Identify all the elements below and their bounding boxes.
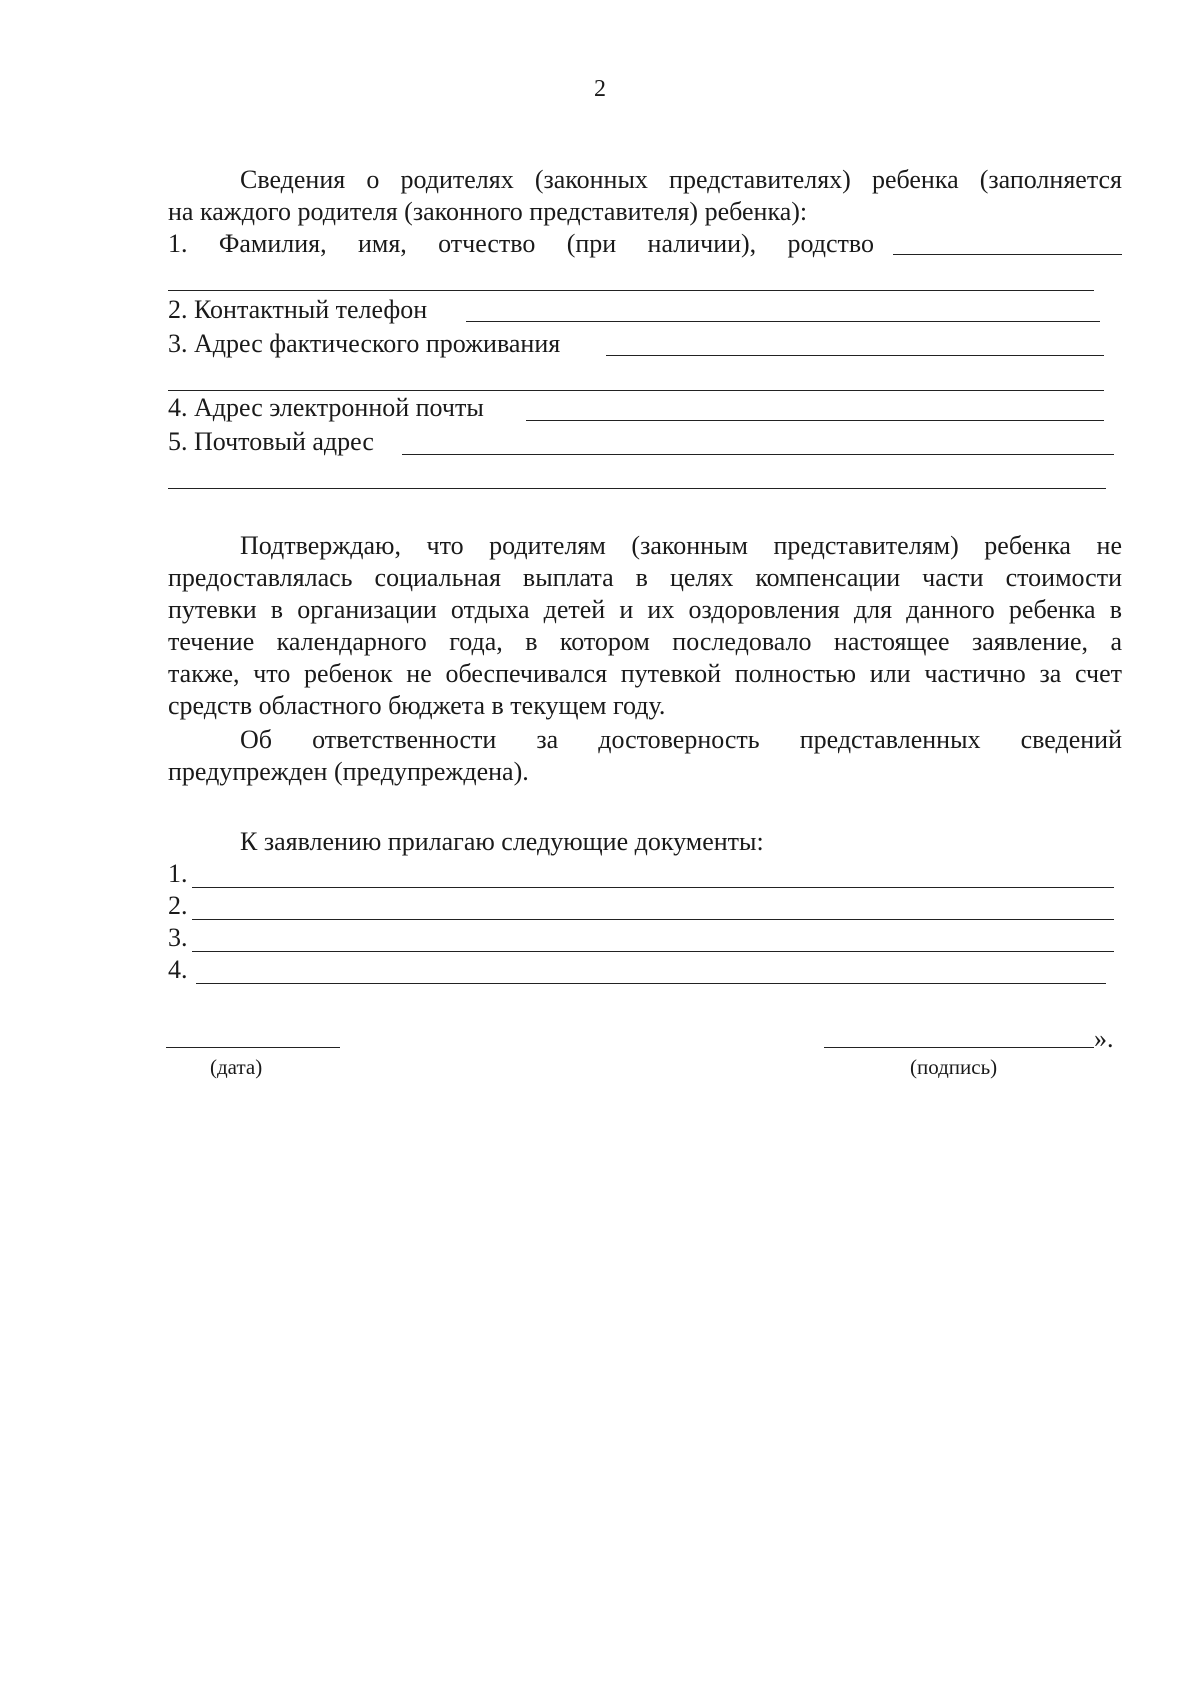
postal-address-input[interactable] <box>402 454 1114 455</box>
field-label-actual-address: 3. Адрес фактического проживания <box>168 329 561 358</box>
parents-intro-line-2: на каждого родителя (законного представителя) ребенка): <box>168 197 808 226</box>
confirmation-line-2: предоставлялась социальная выплата в целях компенсации части стоимости <box>168 563 1122 592</box>
attachment-input-2[interactable] <box>192 919 1114 920</box>
page-number: 2 <box>594 76 606 102</box>
signature-input[interactable] <box>824 1047 1094 1048</box>
field-label-email: 4. Адрес электронной почты <box>168 393 484 422</box>
confirmation-line-1: Подтверждаю, что родителям (законным представителям) ребенка не <box>240 531 1122 560</box>
postal-address-input-continued[interactable] <box>168 488 1106 489</box>
date-input[interactable] <box>166 1047 340 1048</box>
signature-caption: (подпись) <box>910 1055 998 1079</box>
field-label-phone: 2. Контактный телефон <box>168 295 428 324</box>
attachment-number-2: 2. <box>168 891 188 920</box>
attachment-input-4[interactable] <box>196 983 1106 984</box>
parents-intro-line-1: Сведения о родителях (законных представителях) ребенка (заполняется <box>240 165 1122 194</box>
full-name-input-continued[interactable] <box>168 290 1094 291</box>
attachment-input-1[interactable] <box>192 887 1114 888</box>
date-caption: (дата) <box>210 1055 263 1079</box>
responsibility-line-1: Об ответственности за достоверность представленных сведений <box>240 725 1122 754</box>
confirmation-line-4: течение календарного года, в котором последовало настоящее заявление, а <box>168 627 1122 656</box>
full-name-input[interactable] <box>893 254 1122 255</box>
attachment-number-3: 3. <box>168 923 188 952</box>
confirmation-line-5: также, что ребенок не обеспечивался путевкой полностью или частично за счет <box>168 659 1122 688</box>
actual-address-input[interactable] <box>606 355 1104 356</box>
attachments-heading: К заявлению прилагаю следующие документы: <box>240 827 764 856</box>
confirmation-line-3: путевки в организации отдыха детей и их оздоровления для данного ребенка в <box>168 595 1122 624</box>
actual-address-input-continued[interactable] <box>168 390 1104 391</box>
email-input[interactable] <box>526 420 1104 421</box>
confirmation-line-6: средств областного бюджета в текущем году. <box>168 691 666 720</box>
attachment-input-3[interactable] <box>192 951 1114 952</box>
attachment-number-4: 4. <box>168 955 188 984</box>
closing-quote-mark: ». <box>1094 1024 1114 1053</box>
field-label-full-name: 1. Фамилия, имя, отчество (при наличии), родство <box>168 229 874 258</box>
field-label-postal-address: 5. Почтовый адрес <box>168 427 374 456</box>
responsibility-line-2: предупрежден (предупреждена). <box>168 757 529 786</box>
phone-input[interactable] <box>466 321 1100 322</box>
attachment-number-1: 1. <box>168 859 188 888</box>
